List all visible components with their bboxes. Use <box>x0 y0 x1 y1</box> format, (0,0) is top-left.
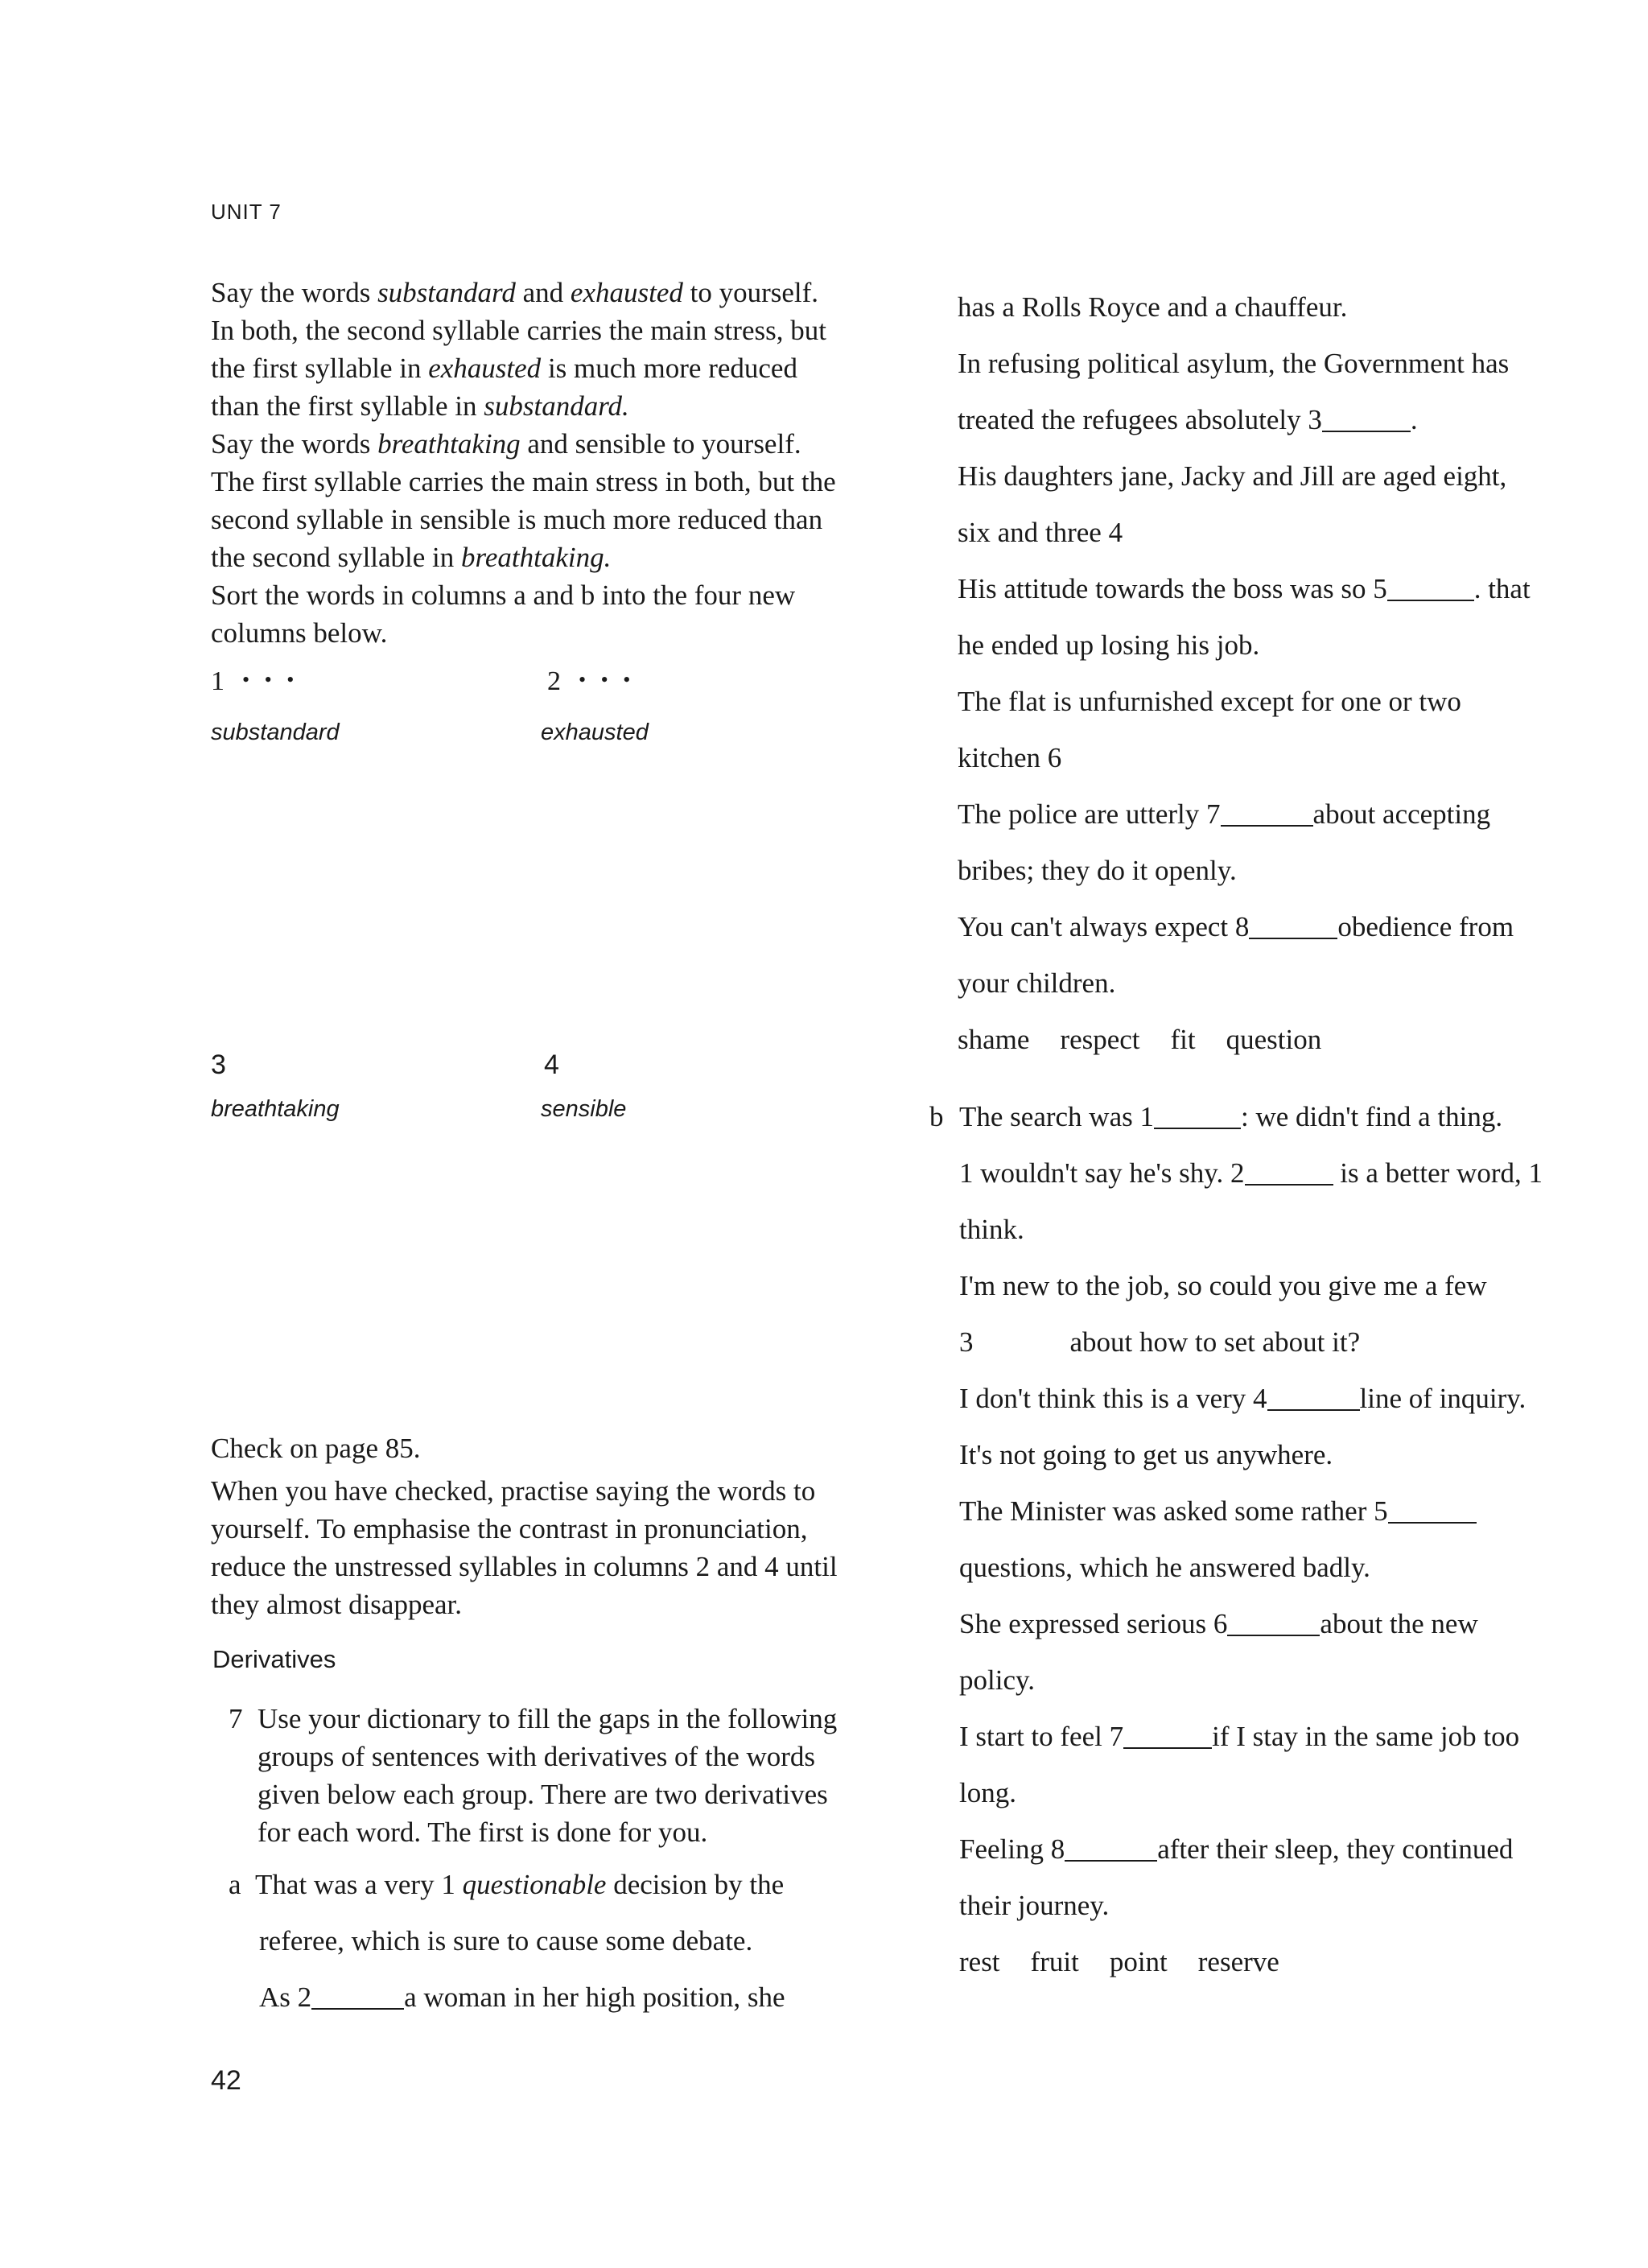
answer-blank[interactable] <box>1388 1498 1477 1524</box>
group-a-sentence-4: His daughters jane, Jacky and Jill are aged eight, <box>958 460 1507 492</box>
check-section <box>211 1429 847 1623</box>
answer-blank[interactable] <box>311 1984 404 2010</box>
derivatives-heading: Derivatives <box>212 1645 336 1673</box>
group-a-sentence-1-cont: referee, which is sure to cause some debate. <box>259 1925 753 1957</box>
source-word: respect <box>1060 1024 1140 1055</box>
answer-blank[interactable] <box>1065 1836 1157 1862</box>
sentence-text: I start to feel 7 <box>959 1721 1124 1752</box>
sentence-text: She expressed serious 6 <box>959 1608 1228 1639</box>
sentence-text: about accepting <box>1312 798 1491 830</box>
intro-text <box>211 274 847 652</box>
intro-paragraph-3: Sort the words in columns a and b into the four new columns below. <box>211 579 796 649</box>
group-a-sentence-3: In refusing political asylum, the Government has <box>958 348 1510 379</box>
group-b-sentence-7-cont: long. <box>959 1777 1016 1808</box>
example-answer: questionable <box>462 1869 607 1900</box>
source-word: fit <box>1170 1024 1196 1055</box>
intro-text-run: Say the words <box>211 277 378 308</box>
group-b-sentence-3: I'm new to the job, so could you give me a few <box>959 1270 1487 1301</box>
example-word: breathtaking <box>377 428 521 460</box>
sentence-text: about how to set about it? <box>1069 1326 1361 1358</box>
answer-blank[interactable] <box>1267 1385 1360 1411</box>
group-b-word-list <box>959 1946 1310 1978</box>
source-word: rest <box>959 1946 1000 1977</box>
sentence-text: I don't think this is a very 4 <box>959 1383 1267 1414</box>
sentence-text: Feeling 8 <box>959 1833 1065 1865</box>
sentence-text: . that <box>1473 573 1531 604</box>
example-word: exhausted <box>570 277 683 308</box>
group-b-sentence-2 <box>959 1157 1543 1190</box>
group-b-sentence-5 <box>959 1495 1477 1528</box>
group-a-sentence-2-cont: has a Rolls Royce and a chauffeur. <box>958 291 1348 323</box>
answer-blank[interactable] <box>1227 1610 1320 1636</box>
group-b-sentence-3-cont <box>959 1326 1360 1359</box>
group-b-sentence-5-cont: questions, which he answered badly. <box>959 1552 1370 1583</box>
sentence-text: His attitude towards the boss was so 5 <box>958 573 1387 604</box>
example-word: substandard. <box>484 390 629 422</box>
sentence-text: a woman in her high position, she <box>404 1981 785 2013</box>
sentence-text: : we didn't find a thing. <box>1240 1101 1503 1132</box>
stress-column-4-example: sensible <box>541 1096 627 1122</box>
stress-column-1-heading <box>211 666 299 697</box>
example-word: exhausted <box>428 353 542 384</box>
answer-blank[interactable] <box>1123 1723 1212 1749</box>
sentence-text: obedience from <box>1337 911 1514 942</box>
task-instructions: Use your dictionary to fill the gaps in the following groups of sentences with derivatives of the words given below each group. There are two derivatives for each word. The first is done for you. <box>258 1703 838 1848</box>
sentence-text: . <box>1410 404 1418 435</box>
intro-text-run: Say the words <box>211 428 378 460</box>
source-word: point <box>1109 1946 1168 1977</box>
group-a-sentence-8-cont: your children. <box>958 967 1116 999</box>
intro-text-run: and sensible to yourself. The first syllable carries the main stress in both, but the second syllable in sensible is much more reduced than the second syllable in <box>211 428 836 573</box>
unit-label: UNIT 7 <box>211 200 282 224</box>
group-label: a <box>229 1869 241 1900</box>
intro-text-run: and <box>515 277 571 308</box>
group-a-sentence-6-cont: kitchen 6 <box>958 742 1062 773</box>
sentence-text: if I stay in the same job too <box>1212 1721 1520 1752</box>
source-word: question <box>1226 1024 1322 1055</box>
group-b-sentence-1 <box>959 1101 1502 1133</box>
sentence-text: about the new <box>1320 1608 1478 1639</box>
group-a-sentence-8 <box>958 911 1514 943</box>
group-b-sentence-8-cont: their journey. <box>959 1890 1110 1921</box>
sentence-text: is a better word, 1 <box>1333 1157 1543 1189</box>
task-7 <box>229 1700 856 1851</box>
task-number: 7 <box>229 1703 243 1734</box>
group-a-sentence-3-cont <box>958 404 1418 436</box>
check-page-reference: Check on page 85. <box>211 1433 421 1464</box>
sentence-text: 3 <box>959 1326 974 1358</box>
group-a-sentence-1 <box>229 1869 784 1901</box>
sentence-text: You can't always expect 8 <box>958 911 1250 942</box>
source-word: reserve <box>1197 1946 1279 1977</box>
stress-column-3-heading: 3 <box>211 1049 226 1080</box>
sentence-text: line of inquiry. <box>1359 1383 1526 1414</box>
example-word: substandard <box>377 277 516 308</box>
sentence-text: The search was 1 <box>959 1101 1154 1132</box>
answer-blank[interactable] <box>1322 406 1411 432</box>
group-a-word-list <box>958 1024 1352 1056</box>
stress-dots: • • • <box>242 668 299 691</box>
stress-column-3-example: breathtaking <box>211 1096 340 1122</box>
intro-paragraph-2 <box>211 425 847 576</box>
source-word: shame <box>958 1024 1030 1055</box>
group-a-sentence-5 <box>958 573 1531 605</box>
group-b-sentence-8 <box>959 1833 1513 1866</box>
stress-column-2-heading <box>547 666 635 697</box>
answer-blank[interactable] <box>1221 801 1313 827</box>
sentence-text: The Minister was asked some rather 5 <box>959 1495 1388 1527</box>
example-word: breathtaking. <box>461 542 612 573</box>
sentence-text: The police are utterly 7 <box>958 798 1221 830</box>
stress-column-1-example: substandard <box>211 720 340 745</box>
group-b-sentence-4-cont: It's not going to get us anywhere. <box>959 1439 1333 1470</box>
group-b-sentence-7 <box>959 1721 1519 1753</box>
answer-blank[interactable] <box>1249 913 1337 939</box>
check-instructions: When you have checked, practise saying the words to yourself. To emphasise the contrast in pronunciation, reduce the unstressed syllables in columns 2 and 4 until they almost disappear. <box>211 1475 838 1620</box>
stress-dots: • • • <box>579 668 636 691</box>
column-number: 1 <box>211 666 225 696</box>
sentence-text: decision by the <box>606 1869 785 1900</box>
group-a-sentence-4-cont: six and three 4 <box>958 517 1123 548</box>
sentence-text: As 2 <box>259 1981 312 2013</box>
group-a-sentence-2 <box>259 1981 785 2014</box>
sentence-text: 1 wouldn't say he's shy. 2 <box>959 1157 1245 1189</box>
answer-blank[interactable] <box>1387 575 1474 601</box>
group-b-sentence-2-cont: think. <box>959 1214 1024 1245</box>
group-a-sentence-7 <box>958 798 1490 831</box>
stress-column-4-heading: 4 <box>544 1049 559 1080</box>
answer-blank[interactable] <box>1245 1160 1333 1186</box>
answer-blank[interactable] <box>1154 1103 1241 1129</box>
stress-column-2-example: exhausted <box>541 720 649 745</box>
group-a-sentence-7-cont: bribes; they do it openly. <box>958 855 1237 886</box>
group-a-sentence-5-cont: he ended up losing his job. <box>958 629 1260 661</box>
intro-paragraph-1 <box>211 274 847 425</box>
group-b-sentence-4 <box>959 1383 1526 1415</box>
source-word: fruit <box>1030 1946 1079 1977</box>
group-b-sentence-6 <box>959 1608 1478 1640</box>
group-a-sentence-6: The flat is unfurnished except for one or two <box>958 686 1461 717</box>
intro-text-run: to yourself. In both, the second syllable carries the main stress, but the first syllable in <box>211 277 826 384</box>
sentence-text: treated the refugees absolutely 3 <box>958 404 1322 435</box>
intro-text-run: is much more reduced than the first syllable in <box>211 353 797 422</box>
group-b-sentence-6-cont: policy. <box>959 1664 1035 1696</box>
group-b-label: b <box>929 1101 944 1132</box>
sentence-text: That was a very 1 <box>255 1869 463 1900</box>
column-number: 2 <box>547 666 561 696</box>
page-number: 42 <box>211 2065 241 2096</box>
sentence-text: after their sleep, they continued <box>1157 1833 1514 1865</box>
